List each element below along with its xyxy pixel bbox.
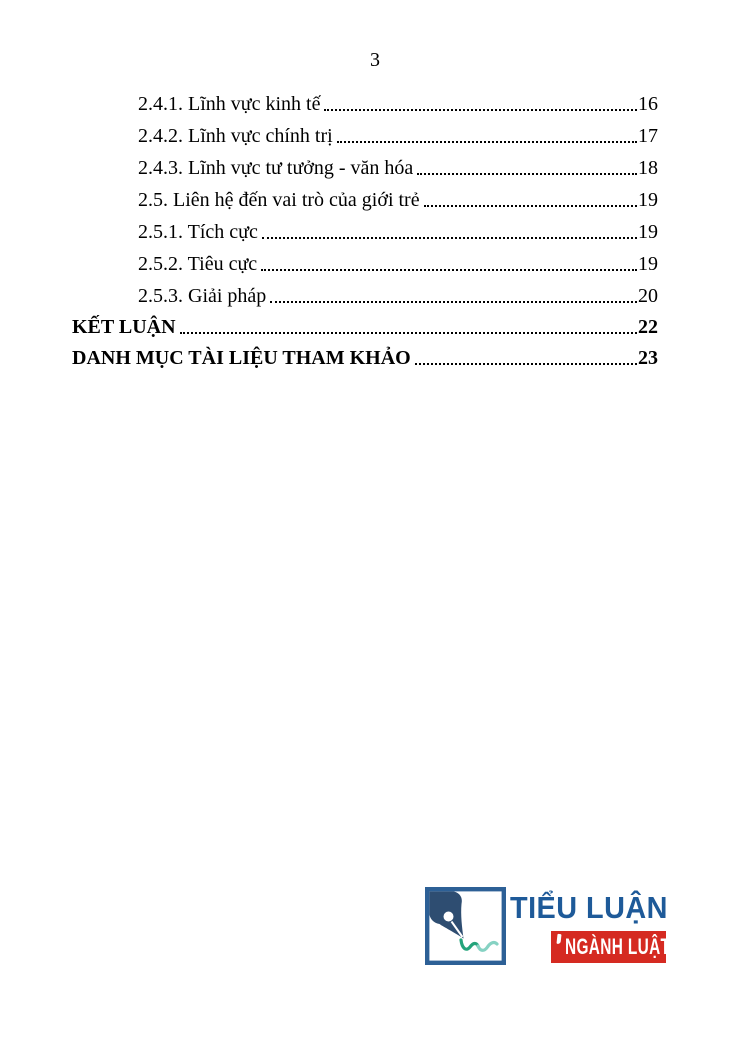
toc-entry[interactable]	[72, 116, 658, 148]
toc-page-number: 18	[638, 157, 658, 179]
toc-page-number: 19	[638, 221, 658, 243]
toc-entry[interactable]	[72, 308, 658, 339]
toc-dot-leader	[424, 205, 637, 207]
toc-page-number: 23	[638, 347, 658, 369]
toc-entry-label: 2.4.2. Lĩnh vực chính trị	[138, 125, 333, 147]
toc-entry-label: 2.5. Liên hệ đến vai trò của giới trẻ	[138, 189, 420, 211]
toc-entry[interactable]	[72, 276, 658, 308]
toc-page-number: 19	[638, 253, 658, 275]
toc-dot-leader	[417, 173, 637, 175]
badge-tick-icon	[556, 934, 561, 944]
toc-entry-label: DANH MỤC TÀI LIỆU THAM KHẢO	[72, 347, 411, 369]
toc-dot-leader	[180, 332, 637, 334]
pen-nib-icon	[425, 887, 506, 965]
toc-entry[interactable]	[72, 180, 658, 212]
logo-title: TIỂU LUẬN	[510, 890, 668, 925]
toc-entry-label: 2.4.3. Lĩnh vực tư tưởng - văn hóa	[138, 157, 414, 179]
toc-entry[interactable]	[72, 148, 658, 180]
logo-badge	[551, 931, 671, 963]
toc-page-number: 22	[638, 316, 658, 338]
toc-dot-leader	[270, 301, 637, 303]
toc-page-number: 20	[638, 285, 658, 307]
toc-page-number: 17	[638, 125, 658, 147]
toc-dot-leader	[324, 109, 637, 111]
toc-page-number: 19	[638, 189, 658, 211]
toc-entry-label: 2.4.1. Lĩnh vực kinh tế	[138, 93, 321, 115]
toc-entry[interactable]	[72, 84, 658, 116]
toc-entry-label: KẾT LUẬN	[72, 316, 176, 338]
toc-entry[interactable]	[72, 244, 658, 276]
toc-dot-leader	[337, 141, 637, 143]
toc-entry[interactable]	[72, 212, 658, 244]
brand-logo	[425, 886, 675, 966]
page-number: 3	[370, 49, 380, 71]
toc-page-number: 16	[638, 93, 658, 115]
toc-entry[interactable]	[72, 339, 658, 370]
toc-entry-label: 2.5.1. Tích cực	[138, 221, 258, 243]
logo-subtitle: NGÀNH LUẬT	[565, 934, 671, 959]
toc-dot-leader	[415, 363, 637, 365]
toc-entry-label: 2.5.2. Tiêu cực	[138, 253, 258, 275]
table-of-contents	[72, 84, 658, 370]
toc-dot-leader	[261, 269, 637, 271]
toc-dot-leader	[262, 237, 637, 239]
toc-entry-label: 2.5.3. Giải pháp	[138, 285, 267, 307]
